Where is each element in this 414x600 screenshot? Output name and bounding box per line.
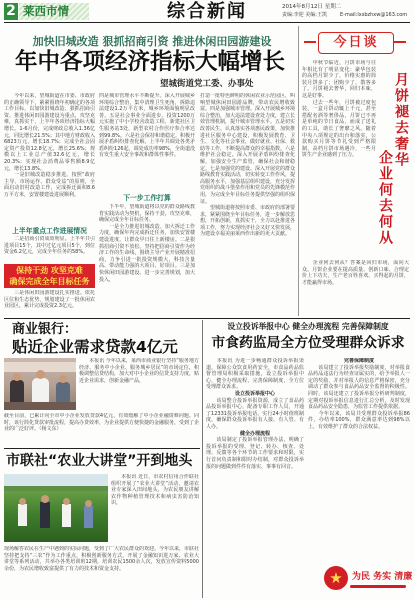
ribbon-decoration	[350, 585, 406, 588]
paragraph: 企业何去何从？答案是回归市场，面向大众。月饼企业要在提高质量、创新口味、合理定价上下功夫，生产老百姓喜欢、买得起的月饼，才能赢得市场。	[302, 260, 409, 286]
paragraph: 打造一批特色鲜明的休闲农业示范园区，叫响望城休闲田园游品牌，带动农民增收致富。四是加强城市管理。深入开展城乡环境综合整治，加大违法建设查处力度，建立长效管理机制，提升城市管理水平。五是切实改善民生。认真落实各项惠民政策，加快推进社区服务中心建设，积极发展教育、卫生、文化等社会事业，做好就业、社保、救助等工作，不断提高群众的幸福指数。六是维护社会稳定。深入开展矛盾纠纷排查化解，加强安全生产监管，确保社会和谐稳定。七是加强党的建设。深入开展党的群众路线教育实践活动，切实转变工作作风，提高服务水平，加强基层组织建设，充分发挥党组织的战斗堡垒作用和党员的先锋模范作用，为完成全年目标任务提供坚强的组织保证。	[200, 93, 295, 205]
paragraph: 一是全力推进旧城改造。加大拆迁工作力度，确保年内完成拆迁任务，加快安置楼建设进度，让群众早日住上新楼房。二是狠抓招商引资不放松。坚持把招商引资作为经济工作的生命线，围绕主导产业开展精准招商，力争引进一批投资规模大、科技含量高、带动能力强的大项目、好项目。三是加快休闲田园游建设。进一步完善规划，加大投入，	[99, 223, 195, 283]
paragraph: 截至目前，已累计向全市中小企业发放贷款4亿元，有效缓解了中小企业融资难问题。同时，该行简化贷款审批流程，提高办贷效率，为企业提供方便快捷的金融服务，受到了企业的广泛好评。（杨文东）	[4, 413, 199, 433]
editors-credit: 责编:李迎 美编:王凯	[282, 12, 327, 18]
lead-byline: 望城街道党工委、办事处	[160, 79, 254, 89]
bank-body-bottom	[4, 413, 199, 446]
lead-subhead-next-steps: 下一步工作打算	[123, 194, 171, 202]
star-emblem-icon: ★	[324, 566, 348, 590]
paragraph: 本报讯 为进一步畅通群众投诉举报渠道，保障公众饮食用药安全，市食品药品监督管理局积极采取措施，设立投诉举报中心，健全办理流程，完善保障制度，全方位受理群众诉求。	[206, 358, 304, 391]
paragraph: 本报讯 今年以来，莱西市商业银行坚持“服务地方经济、服务中小企业、服务城乡居民”的市场定位，积极调整信贷结构，加大对中小企业的信贷支持力度，贴近企业需求，创新金融产品，	[79, 358, 199, 384]
paragraph: 该局制定了投诉举报管理办法，明确了投诉举报的受理、登记、转办、核查、处理、反馈等各个环节的工作要求和时限，实行首问负责制和限时办结制，对群众投诉举报的问题做到件件有落实、事事有回音。	[206, 437, 304, 470]
bank-body-right	[79, 358, 199, 411]
photo-person-head	[63, 498, 70, 505]
section-divider	[4, 318, 410, 319]
bank-headline-line2: 贴近企业需求贷款4亿元	[12, 338, 178, 356]
lead-column-1-bottom	[4, 290, 95, 316]
commentary-column-title: 今日谈	[318, 32, 394, 54]
food-kicker: 设立投诉举报中心 健全办理流程 完善保障制度	[227, 322, 389, 331]
column-divider	[202, 320, 203, 598]
paragraph: 本报讯 近日，市农村信用合作联社组织开展了“农业大讲堂”活动，邀请农业专家深入田间地头，为农民朋友讲解农作物种植管理技术和病虫害防治知识，	[111, 474, 199, 507]
paragraph: 过去一些年，月饼被过度包装，一盒月饼动辄上千元，甚至搭配名酒等奢侈品，月饼已不再是单纯的节日食品，而成了送礼的工具，助长了奢靡之风。随着中央八项规定的出台和落实，公款购买月饼等节礼受到严格限制，高档月饼市场遇冷，一些月饼生产企业感到了压力。	[302, 99, 376, 159]
paragraph: 望城街道将按照市委、市政府的部署要求，紧紧围绕全年目标任务，进一步解放思想，开拓创新，真抓实干，全力以赴推进各项工作，努力实现经济社会又好又快发展，为建设幸福美丽莱西作出新的更大贡献。	[200, 205, 295, 238]
bank-news-photo	[4, 358, 76, 410]
issue-date: 2014年8月12日 星期二	[282, 4, 342, 10]
paragraph: 一是旧城改造稳步推进。按照“政府主导、市场运作、群众受益”的原则，全面启动旧村改造工作，完成拆迁面积8.6万平方米，安置楼建设进展顺利。	[4, 172, 95, 198]
paragraph: 该局建立了投诉举报奖励制度，对举报食品药品违法行为经查证属实的，给予举报人一定的奖励，并对举报人的信息严格保密，充分调动了群众参与食品药品安全监督的积极性。同时，该局还建立了投诉举报分析研判制度，定期对投诉举报信息进行汇总分析，及时发现食品药品安全隐患，为监管工作提供依据。	[308, 364, 410, 411]
page-title: 综合新闻	[167, 1, 247, 22]
title-decoration	[304, 41, 316, 43]
callout-line: 确保完成全年目标任务	[9, 277, 90, 286]
photo-person	[40, 502, 50, 528]
paragraph: 今年以来，望城街道在市委、市政府的正确领导下，紧紧围绕年初确定的各项工作目标，以加快旧城改造、狠抓招商引资、推进休闲田园游建设为重点，攻坚克难，真抓实干，上半年各项经济指标大幅增长。1-6月份，完成财政总收入1.36亿元，同比增长21.5%；其中地方财政收入6823万元，增长18.7%；完成全社会固定资产投资12.8亿元，增长25.6%；规模以上工业总产值32.6亿元，增长20.3%；实现社会消费品零售额8.9亿元，增长13.8%。	[4, 93, 95, 172]
farm-body-right	[111, 474, 199, 544]
farm-news-photo	[4, 474, 108, 542]
lead-subhead-progress: 上半年重点工作进展情况	[12, 227, 87, 235]
bank-headline-line1: 商业银行：	[12, 322, 78, 337]
page-number: 2	[4, 3, 18, 20]
food-subhead: 健全办理流程	[239, 430, 270, 437]
lead-column-1-mid	[4, 236, 95, 262]
story-divider	[4, 448, 200, 449]
photo-person	[84, 506, 93, 528]
lead-column-2-top	[99, 93, 195, 192]
slogan-text: 为民 务实 清廉	[352, 572, 413, 582]
photo-desk	[4, 402, 76, 410]
photo-person-head	[13, 373, 21, 381]
paragraph: 二是招商引资成效明显。上半年共引进项目15个，其中过亿元项目5个，到位资金6.2亿元，完成全年任务的58%。	[4, 236, 95, 256]
photo-person-head	[85, 500, 92, 507]
lead-column-1-top	[4, 93, 95, 225]
callout-line: 保持干劲 攻坚克难	[16, 266, 83, 275]
photo-person-head	[59, 375, 67, 383]
commentary-body-top	[302, 60, 376, 258]
photo-person	[62, 504, 71, 527]
commentary-headline-line2: 企业何去何从	[377, 150, 393, 246]
paragraph: 四是城市管理水平不断提升。深入开展城乡环境综合整治，集中清理卫生死角，拆除违法建设1.2万平方米，城乡环境面貌明显改善。五是社会事业全面进步。投资1200万元实施了中小学校舍改造工程，新建社区卫生服务站3处，新型农村合作医疗参合率达到99.8%。六是社会保持和谐稳定。积极开展矛盾纠纷排查化解，上半年共调处各类矛盾纠纷126起，调处成功率98%，全街道没有发生重大安全事故和群体性事件。	[99, 93, 195, 159]
photo-person-head	[41, 495, 49, 503]
paragraph: 今年以来，该局共受理群众投诉举报86件，办结率100%，群众满意率达到98%以上，有效维护了群众的合法权益。	[308, 410, 410, 430]
paragraph: 下半年，望城街道将以党的群众路线教育实践活动为契机，保持干劲，攻坚克难，确保完成全年目标任务。	[99, 204, 195, 224]
photo-person-head	[36, 370, 45, 379]
photo-person-head	[19, 498, 26, 505]
food-subhead: 完善保障制度	[343, 358, 374, 364]
paragraph: 中秋节临近，月饼市场与往年相比有了明显变化：豪华包装的高档月饼少了，价格实惠的简装月饼多了；团购少了，散客多了。月饼褪去奢华，回归本味，这是好事。	[302, 60, 376, 99]
lead-headline: 年中各项经济指标大幅增长	[14, 49, 285, 75]
section-name: 莱西市情	[19, 3, 89, 20]
lead-column-3	[200, 93, 295, 316]
food-column-2	[308, 358, 410, 558]
food-headline: 市食药监局全方位受理群众诉求	[211, 335, 405, 351]
slogan-logo	[318, 562, 413, 598]
photo-person	[18, 504, 27, 526]
commentary-divider	[298, 26, 299, 316]
food-subhead: 设立投诉举报中心	[234, 390, 275, 397]
lead-kicker: 加快旧城改造 狠抓招商引资 推进休闲田园游建设	[32, 35, 272, 48]
paragraph: 三是休闲田园游建设扎实推进。依托区位和生态优势，规划建设了一批休闲农业园区，累计完成投资2.3亿元。	[4, 290, 95, 310]
lead-callout-box	[4, 264, 95, 288]
editor-email: E-mail:lxsbzhxw@163.com	[340, 12, 408, 18]
photo-treeline	[4, 486, 108, 491]
lead-column-2-bottom	[99, 204, 195, 316]
paragraph: 现场解答农民在生产中遇到的实际问题，受到了广大农民群众的欢迎。今年以来，市联社坚持把支持“三农”作为工作重点，积极创新服务方式，开展了金融知识进万家、农业大讲堂等系列活动，共举办各类培训班12期，培训农民1500余人次，发放宣传资料5000余份，为农民增收致富提供了有力的技术和资金支持。	[4, 546, 199, 572]
commentary-headline-line1: 月饼褪去奢华	[393, 72, 409, 168]
food-column-1	[206, 358, 304, 598]
farm-body-bottom	[4, 546, 199, 598]
commentary-body-bottom	[302, 260, 409, 315]
farm-headline: 市联社“农业大讲堂”开到地头	[6, 453, 193, 469]
title-decoration	[394, 41, 406, 43]
header-divider	[4, 22, 410, 23]
paragraph: 该局整合投诉举报资源，成立了食品药品投诉举报中心，配备专职工作人员，开通了12331投诉举报电话，实行24小时值班制度，确保群众投诉举报有人接、有人管、有人办。	[206, 397, 304, 430]
